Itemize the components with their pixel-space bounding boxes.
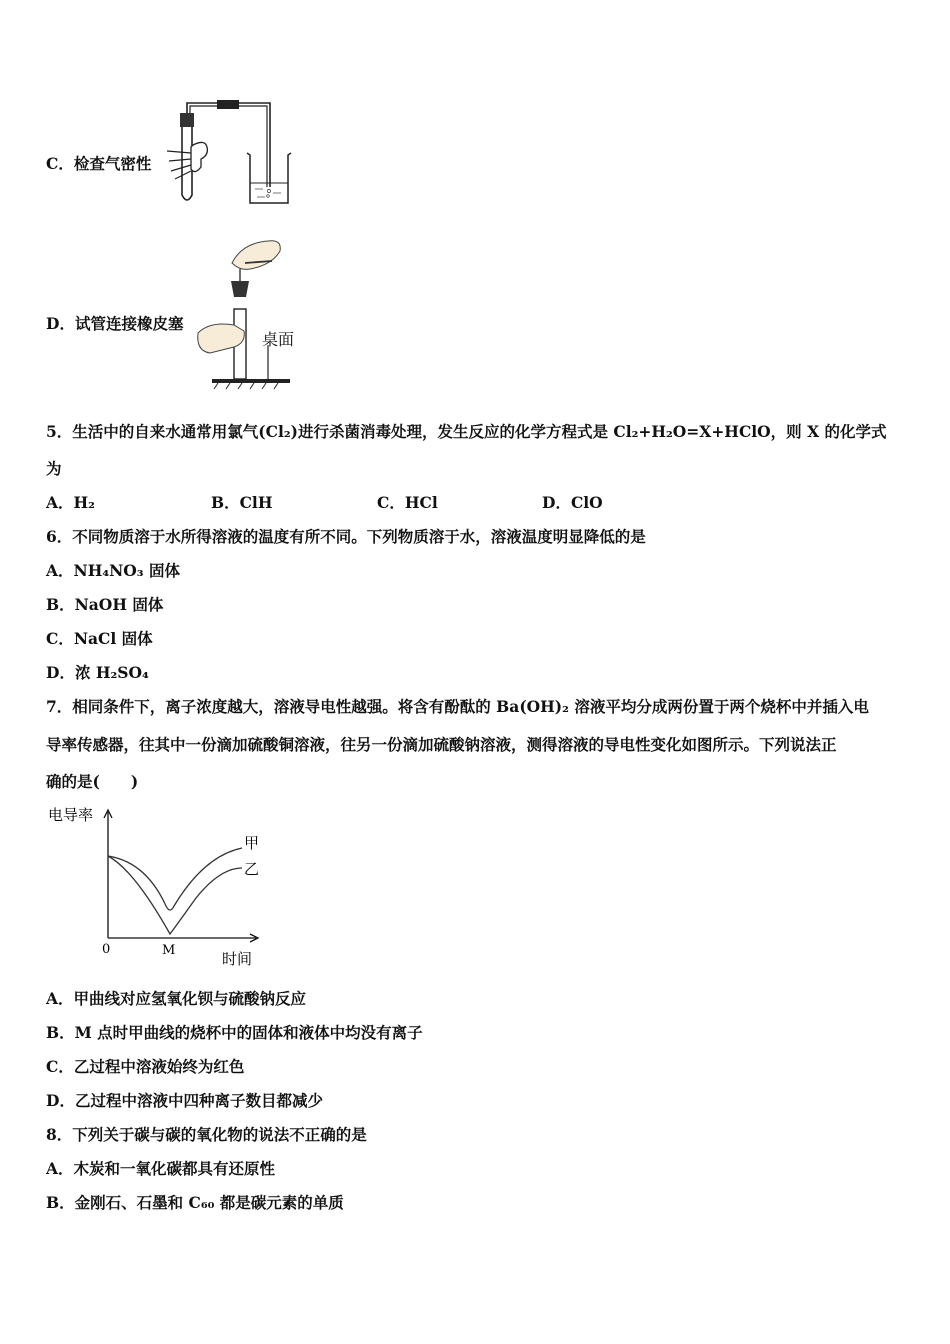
point-m-label: M xyxy=(162,943,176,958)
q4-option-d: D．试管连接橡皮塞 xyxy=(46,314,184,333)
conductivity-graph xyxy=(44,800,274,975)
curve-yi-label: 乙 xyxy=(244,860,260,878)
curve-jia-label: 甲 xyxy=(244,834,260,852)
q7-option-c: C．乙过程中溶液始终为红色 xyxy=(46,1057,245,1076)
curve-yi xyxy=(108,856,242,934)
q5-option-d: D．ClO xyxy=(542,493,603,512)
q7-stem-line3: 确的是( ) xyxy=(46,772,139,791)
q7-stem-line2: 导率传感器，往其中一份滴加硫酸铜溶液，往另一份滴加硫酸钠溶液，测得溶液的导电性变化如图所示。下列说法正 xyxy=(46,735,837,754)
q5-option-a: A．H₂ xyxy=(46,493,95,512)
q5-stem-line2: 为 xyxy=(46,459,62,478)
q8-option-b: B．金刚石、石墨和 C₆₀ 都是碳元素的单质 xyxy=(46,1193,344,1212)
conductivity-graph-svg xyxy=(44,800,274,975)
curve-jia xyxy=(108,848,242,910)
q7-option-b: B．M 点时甲曲线的烧杯中的固体和液体中均没有离子 xyxy=(46,1023,423,1042)
airtightness-illustration xyxy=(155,95,300,210)
origin-label: 0 xyxy=(102,942,111,957)
q7-option-d: D．乙过程中溶液中四种离子数目都减少 xyxy=(46,1091,323,1110)
q8-stem: 8．下列关于碳与碳的氧化物的说法不正确的是 xyxy=(46,1125,367,1144)
q6-option-d: D．浓 H₂SO₄ xyxy=(46,663,149,682)
q5-option-b: B．ClH xyxy=(211,493,273,512)
x-axis-label: 时间 xyxy=(222,950,253,968)
q6-option-a: A．NH₄NO₃ 固体 xyxy=(46,561,180,580)
stopper-figure xyxy=(190,235,300,390)
q6-option-c: C．NaCl 固体 xyxy=(46,629,153,648)
q7-stem-line1: 7．相同条件下，离子浓度越大，溶液导电性越强。将含有酚酞的 Ba(OH)₂ 溶液平均分成两份置于两个烧杯中并插入电 xyxy=(46,697,869,716)
q6-option-b: B．NaOH 固体 xyxy=(46,595,164,614)
q6-stem: 6．不同物质溶于水所得溶液的温度有所不同。下列物质溶于水，溶液温度明显降低的是 xyxy=(46,527,646,546)
q4-option-c: C．检查气密性 xyxy=(46,154,152,173)
q8-option-a: A．木炭和一氧化碳都具有还原性 xyxy=(46,1159,276,1178)
airtightness-figure xyxy=(155,95,300,210)
stopper-illustration xyxy=(190,235,300,390)
q5-stem-line1: 5．生活中的自来水通常用氯气(Cl₂)进行杀菌消毒处理，发生反应的化学方程式是 Cl₂+H₂O=X+HClO，则 X 的化学式 xyxy=(46,422,887,441)
q7-option-a: A．甲曲线对应氢氧化钡与硫酸钠反应 xyxy=(46,989,307,1008)
q5-option-c: C．HCl xyxy=(377,493,438,512)
y-axis-label: 电导率 xyxy=(48,806,94,824)
desk-label: 桌面 xyxy=(262,330,295,349)
